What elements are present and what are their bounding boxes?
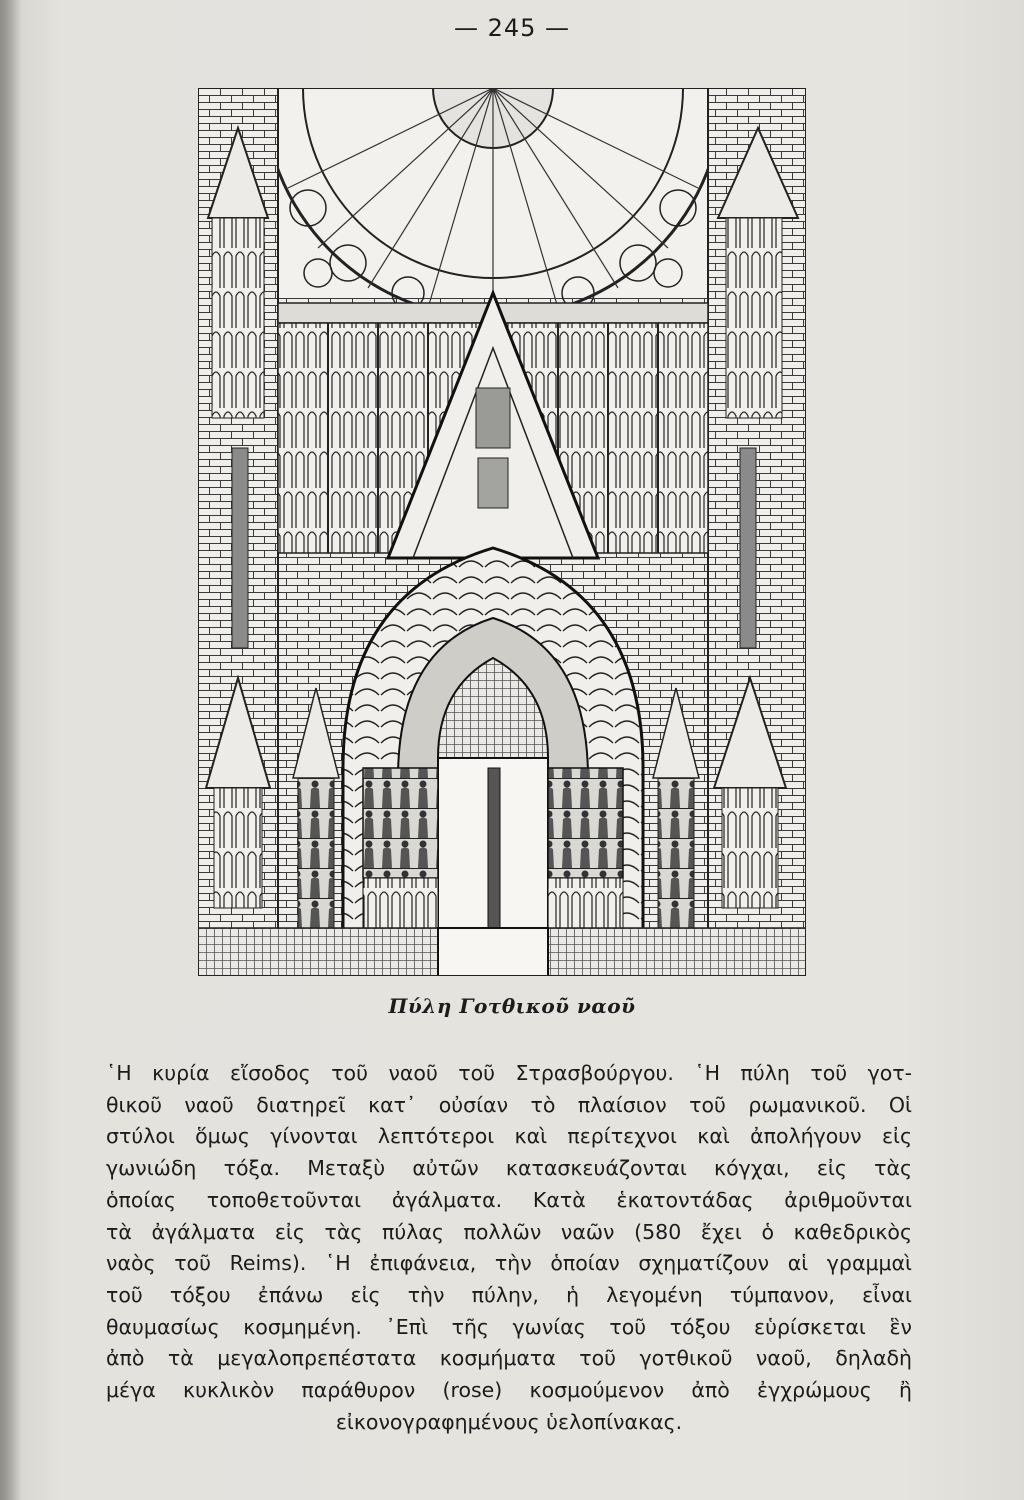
text-line: ἀπὸ τὰ μεγαλοπρεπέστατα κοσμήματα τοῦ γοτθικοῦ ναοῦ, δηλαδὴ (106, 1346, 912, 1371)
text-line: μέγα κυκλικὸν παράθυρον (rose) κοσμούμενον ἀπὸ ἐγχρώμους ἢ (106, 1378, 912, 1403)
cathedral-portal-illustration (198, 88, 806, 976)
page-number: — 245 — (453, 14, 571, 42)
text-line: στύλοι ὅμως γίνονται λεπτότεροι καὶ περίτεχνοι καὶ ἀπολήγουν εἰς (106, 1124, 912, 1149)
rose-window (263, 88, 723, 318)
text-line: θικοῦ ναοῦ διατηρεῖ κατ᾽ οὐσίαν τὸ πλαίσιον τοῦ ρωμανικοῦ. Οἱ (106, 1092, 912, 1117)
text-line: ῾Η κυρία εἴσοδος τοῦ ναοῦ τοῦ Στρασβούργου. ῾Η πύλη τοῦ γοτ- (106, 1061, 912, 1085)
text-line: ὁποίας τοποθετοῦνται ἀγάλματα. Κατὰ ἑκατοντάδας ἀριθμοῦνται (106, 1187, 912, 1212)
right-tower (708, 88, 806, 976)
text-line: θαυμασίως κοσμημένη. ᾽Επὶ τῆς γωνίας τοῦ τόξου εὑρίσκεται ἓν (106, 1314, 912, 1339)
text-line-last: εἰκονογραφημένους ὑελοπίνακας. (335, 1409, 683, 1434)
right-jamb-statues (548, 768, 623, 878)
gothic-portal-engraving-icon (198, 88, 806, 976)
gable-statue (476, 388, 510, 448)
text-line: τοῦ τόξου ἐπάνω εἰς τὴν πύλην, ἡ λεγομένη τύμπανον, εἶναι (106, 1282, 912, 1307)
text-line: ναὸς τοῦ Reims). ῾Η ἐπιφάνεια, τὴν ὁποίαν σχηματίζουν αἱ γραμμαὶ (106, 1251, 912, 1276)
body-paragraph (106, 1058, 912, 1438)
trumeau-statue (488, 768, 500, 948)
left-jamb-statues (363, 768, 438, 878)
figure-caption: Πύλη Γοτθικοῦ ναοῦ (388, 994, 636, 1018)
left-tower (198, 88, 278, 976)
text-line: γωνιώδη τόξα. Μεταξὺ αὐτῶν κατασκευάζονται κόγχαι, εἰς τὰς (106, 1156, 912, 1181)
text-line: τὰ ἀγάλματα εἰς τὰς πύλας πολλῶν ναῶν (580 ἔχει ὁ καθεδρικὸς (106, 1219, 912, 1244)
binding-shadow (0, 0, 22, 1500)
